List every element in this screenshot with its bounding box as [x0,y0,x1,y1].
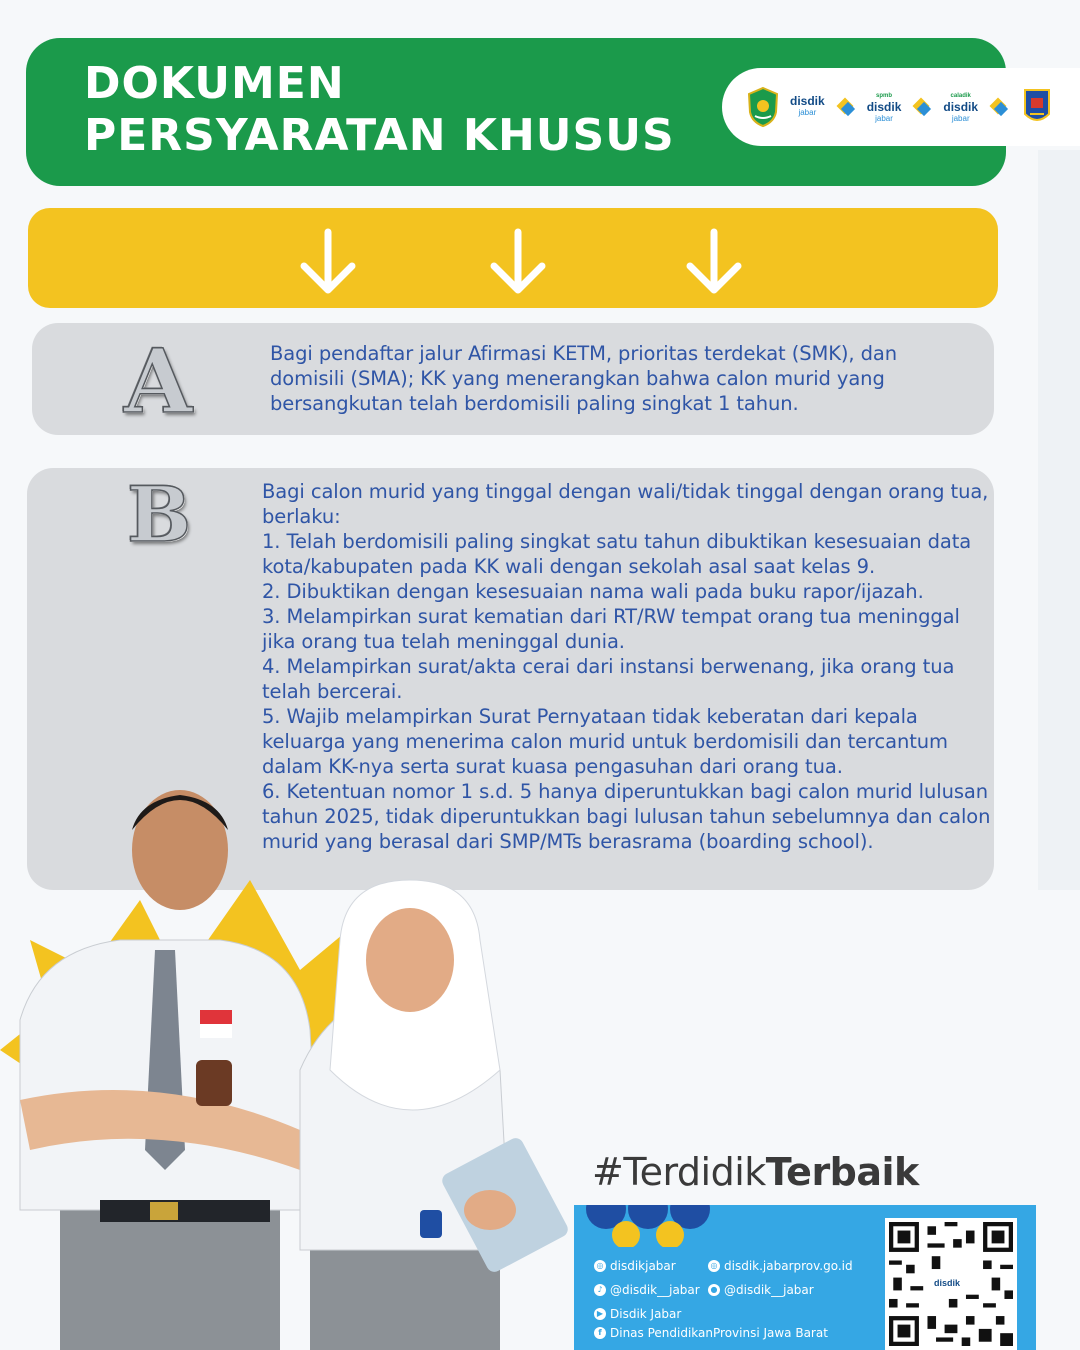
arrow-down-icon [682,226,746,298]
hashtag-light: #Terdidik [592,1150,766,1194]
page-title [84,58,675,162]
qr-center-label: disdik [933,1278,960,1288]
logo-2-small: spmb [876,92,893,99]
youtube-channel: Disdik Jabar [610,1307,682,1321]
twitter-link[interactable] [708,1283,814,1297]
card-b-intro: Bagi calon murid yang tinggal dengan wali/tidak tinggal dengan orang tua, berlaku: [262,480,989,528]
tiktok-icon: ♪ [594,1284,606,1296]
card-b-item-5: 5. Wajib melampirkan Surat Pernyataan tidak keberatan dari kepala keluarga yang menerima calon murid untuk berdomisili dan tercantum dalam KK-nya serta surat kuasa pengasuhan dari orang tua. [262,705,948,778]
card-a-letter: A [124,329,193,433]
card-b-item-4: 4. Melampirkan surat/akta cerai dari instansi berwenang, jika orang tua telah bercerai. [262,655,955,703]
card-a-text: Bagi pendaftar jalur Afirmasi KETM, prioritas terdekat (SMK), dan domisili (SMA); KK yang menerangkan bahwa calon murid yang bersangkutan telah berdomisili paling singkat 1 tahun. [270,342,897,415]
youtube-link[interactable] [594,1307,681,1321]
disdik-diamond-icon [835,96,857,118]
footer-circle-decoration [586,1205,726,1247]
logo-2-sub: jabar [875,113,893,123]
youtube-icon: ▶ [594,1308,606,1320]
facebook-icon: f [594,1327,606,1339]
logo-2-main: disdik [866,99,902,114]
qr-center-logo [925,1272,969,1294]
arrow-down-icon [486,226,550,298]
spmb-diamond-icon [911,96,933,118]
card-b-item-2: 2. Dibuktikan dengan kesesuaian nama wali pada buku rapor/ijazah. [262,580,924,603]
partner-logos [722,68,1080,146]
arrow-band [28,208,998,308]
student-girl [300,880,571,1350]
disdik-logo [790,96,825,118]
logo-3-sub: jabar [951,113,970,123]
title-line-1: DOKUMEN [84,58,345,109]
arrow-down-icon [296,226,360,298]
logo-3-small: caladik [950,92,971,99]
school-crest-icon [1020,86,1054,128]
card-b-letter: B [127,470,192,559]
title-line-2: PERSYARATAN KHUSUS [84,110,675,161]
hashtag-terdidik-terbaik [592,1150,919,1194]
twitter-handle: @disdik__jabar [724,1283,814,1297]
web-icon: ◎ [708,1260,720,1272]
west-java-crest-icon [746,86,780,128]
facebook-link[interactable] [594,1326,828,1340]
students-photo [0,770,600,1350]
logo-1-main: disdik [790,94,825,108]
website-link[interactable] [708,1259,853,1273]
spmb-logo [867,91,902,124]
card-b-item-1: 1. Telah berdomisili paling singkat satu tahun dibuktikan kesesuaian data kota/kabupaten pada KK wali dengan sekolah asal saat kelas 9. [262,530,972,578]
twitter-icon: ● [708,1284,720,1296]
logo-3-main: disdik [943,99,979,114]
caladik-diamond-icon [988,96,1010,118]
tiktok-handle: @disdik__jabar [610,1283,700,1297]
website-url: disdik.jabarprov.go.id [724,1259,853,1273]
card-b-item-6: 6. Ketentuan nomor 1 s.d. 5 hanya diperuntukkan bagi calon murid lulusan tahun 2025, tidak diperuntukkan bagi lulusan tahun sebelumnya dan calon murid yang berasal dari SMP/MTs berasrama (boarding school). [262,780,991,853]
facebook-page: Dinas PendidikanProvinsi Jawa Barat [610,1326,828,1340]
student-boy [20,790,320,1350]
instagram-handle: disdikjabar [610,1259,676,1273]
instagram-icon: ◎ [594,1260,606,1272]
requirement-card-a [32,323,994,435]
right-edge-strip [1038,150,1080,890]
tiktok-link[interactable] [594,1283,700,1297]
logo-1-sub: jabar [798,108,817,117]
caladik-logo [943,91,978,124]
instagram-link[interactable] [594,1259,676,1273]
card-b-item-3: 3. Melampirkan surat kematian dari RT/RW tempat orang tua meninggal jika orang tua telah meninggal dunia. [262,605,960,653]
hashtag-bold: Terbaik [765,1150,919,1194]
